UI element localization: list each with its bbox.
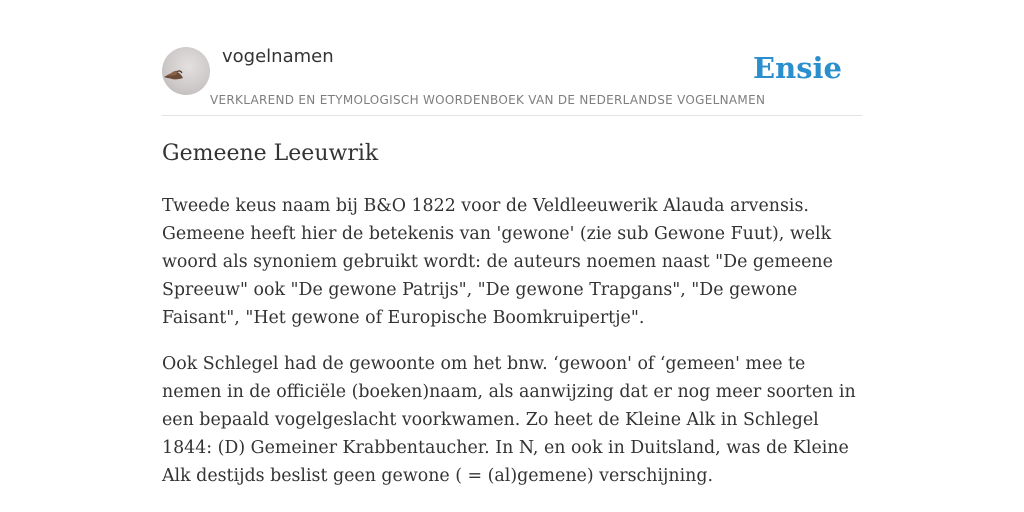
avatar[interactable] (162, 47, 210, 95)
site-name[interactable]: vogelnamen (222, 46, 334, 67)
entry-paragraph: Tweede keus naam bij B&O 1822 voor de Veldleeuwerik Alauda arvensis. Gemeene heeft hier de betekenis van 'gewone' (zie sub Gewone Fuut), welk woord als synoniem gebruikt wordt: de auteurs noemen naast "De gemeene Spreeuw" ook "De gewone Patrijs", "De gewone Trapgans", "De gewone Faisant", "Het gewone of Europische Boomkruipertje". (162, 196, 833, 328)
site-subtitle: VERKLAREND EN ETYMOLOGISCH WOORDENBOEK VAN DE NEDERLANDSE VOGELNAMEN (210, 93, 766, 107)
entry-content (162, 138, 862, 508)
entry-paragraph: Ook Schlegel had de gewoonte om het bnw. ‘gewoon' of ‘gemeen' mee te nemen in de officiële (boeken)naam, als aanwijzing dat er nog meer soorten in een bepaald vogelgeslacht voorkwamen. Zo heet de Kleine Alk in Schlegel 1844: (D) Gemeiner Krabbentaucher. In N, en ook in Duitsland, was de Kleine Alk destijds beslist geen gewone ( = (al)gemene) verschijning. (162, 354, 856, 486)
entry-title: Gemeene Leeuwrik (162, 141, 379, 166)
bird-photo-icon (162, 47, 210, 95)
brand-logo[interactable]: Ensie (753, 51, 842, 85)
site-header (162, 0, 862, 116)
